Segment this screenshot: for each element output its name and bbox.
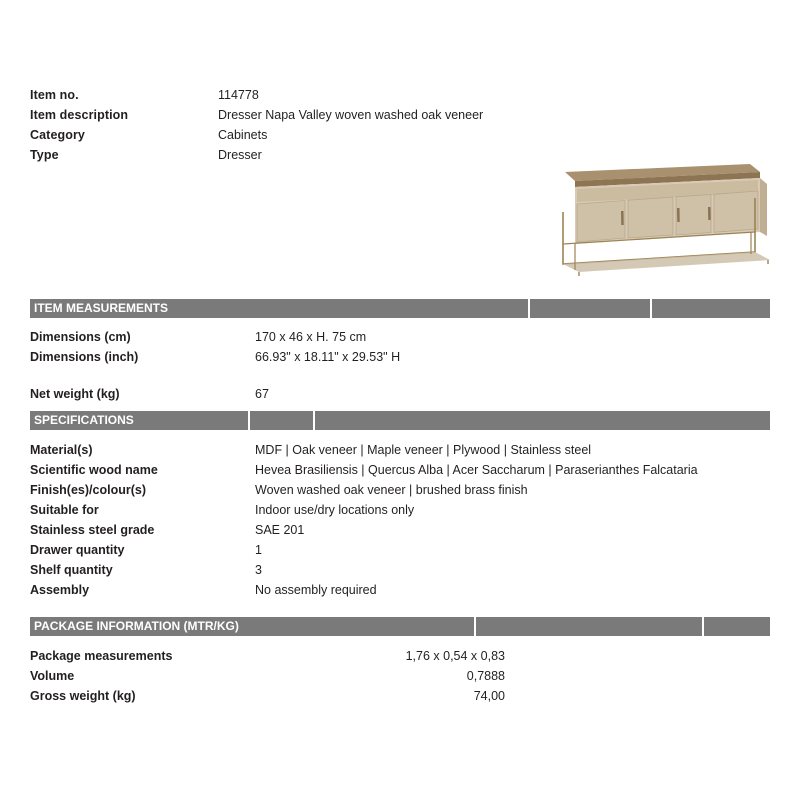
bar-divider: [702, 617, 704, 636]
materials-label: Material(s): [30, 443, 93, 457]
item-description-value: Dresser Napa Valley woven washed oak veneer: [218, 108, 484, 122]
item-description-label: Item description: [30, 108, 129, 122]
volume-label: Volume: [30, 669, 75, 683]
table-row: [30, 563, 770, 583]
stainless-steel-grade-value: SAE 201: [255, 523, 305, 537]
finishes-colours-value: Woven washed oak veneer | brushed brass finish: [255, 483, 528, 497]
section-bar-specifications: [30, 411, 770, 430]
section-bar-item-measurements: [30, 299, 770, 318]
item-no-label: Item no.: [30, 88, 79, 102]
package-measurements-label: Package measurements: [30, 649, 173, 663]
drawer-quantity-label: Drawer quantity: [30, 543, 125, 557]
assembly-label: Assembly: [30, 583, 90, 597]
measurements-rows: [30, 330, 770, 407]
scientific-wood-name-value: Hevea Brasiliensis | Quercus Alba | Acer Saccharum | Paraserianthes Falcataria: [255, 463, 698, 477]
bar-divider: [248, 411, 250, 430]
dimensions-cm-label: Dimensions (cm): [30, 330, 131, 344]
finishes-colours-label: Finish(es)/colour(s): [30, 483, 146, 497]
table-row: [30, 523, 770, 543]
drawer-quantity-value: 1: [255, 543, 262, 557]
suitable-for-value: Indoor use/dry locations only: [255, 503, 415, 517]
net-weight-value: 67: [255, 387, 269, 401]
net-weight-label: Net weight (kg): [30, 387, 120, 401]
dimensions-inch-value: 66.93" x 18.11" x 29.53" H: [255, 350, 401, 364]
section-title-specifications: SPECIFICATIONS: [34, 413, 134, 427]
table-row: [30, 543, 770, 563]
table-row: [30, 583, 770, 603]
table-row: [30, 463, 770, 483]
table-row: [30, 649, 770, 669]
materials-value: MDF | Oak veneer | Maple veneer | Plywood | Stainless steel: [255, 443, 592, 457]
shelf-quantity-value: 3: [255, 563, 262, 577]
table-row: [30, 330, 770, 350]
item-no-value: 114778: [218, 88, 259, 102]
section-bar-package-information: [30, 617, 770, 636]
table-row: [30, 483, 770, 503]
table-row: [30, 503, 770, 523]
table-row: [30, 387, 770, 407]
gross-weight-label: Gross weight (kg): [30, 689, 136, 703]
type-label: Type: [30, 148, 59, 162]
table-row: [30, 669, 770, 689]
dresser-illustration: [555, 152, 770, 282]
suitable-for-label: Suitable for: [30, 503, 99, 517]
category-label: Category: [30, 128, 85, 142]
header-row: [30, 128, 770, 148]
volume-value: 0,7888: [466, 669, 505, 683]
scientific-wood-name-label: Scientific wood name: [30, 463, 158, 477]
header-row: [30, 108, 770, 128]
table-row: [30, 350, 770, 370]
shelf-quantity-label: Shelf quantity: [30, 563, 113, 577]
table-row: [30, 443, 770, 463]
section-title-item-measurements: ITEM MEASUREMENTS: [34, 301, 169, 315]
type-value: Dresser: [218, 148, 262, 162]
package-rows: [30, 649, 770, 709]
dimensions-inch-label: Dimensions (inch): [30, 350, 139, 364]
bar-divider: [528, 299, 530, 318]
package-measurements-value: 1,76 x 0,54 x 0,83: [405, 649, 505, 663]
stainless-steel-grade-label: Stainless steel grade: [30, 523, 155, 537]
bar-divider: [313, 411, 315, 430]
section-title-package-information: PACKAGE INFORMATION (MTR/KG): [34, 619, 239, 633]
product-photo: [555, 152, 770, 282]
bar-divider: [474, 617, 476, 636]
specifications-rows: [30, 443, 770, 603]
dimensions-cm-value: 170 x 46 x H. 75 cm: [255, 330, 367, 344]
assembly-value: No assembly required: [255, 583, 377, 597]
header-row: [30, 88, 770, 108]
gross-weight-value: 74,00: [473, 689, 505, 703]
table-row: [30, 689, 770, 709]
bar-divider: [650, 299, 652, 318]
category-value: Cabinets: [218, 128, 268, 142]
